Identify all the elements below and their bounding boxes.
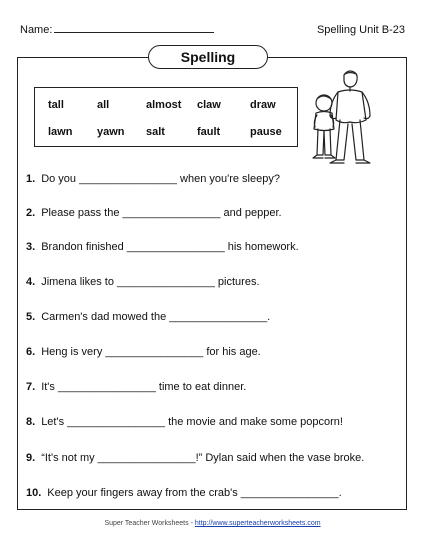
question-text: Brandon finished ________________ his homework. [41,241,299,253]
question-number: 7. [26,381,36,393]
name-blank-line [54,21,214,33]
footer-site-name: Super Teacher Worksheets [104,520,189,527]
question-5 [26,311,270,323]
question-text: It's ________________ time to eat dinner. [41,381,247,393]
unit-label: Spelling Unit B-23 [316,24,405,36]
question-number: 2. [26,207,36,219]
word-bank-item: lawn [48,126,73,138]
footer-link[interactable]: http://www.superteacherworksheets.com [194,520,321,527]
question-text: “It's not my ________________!” Dylan said when the vase broke. [41,452,365,464]
question-text: Please pass the ________________ and pepper. [41,207,282,219]
question-3 [26,241,299,253]
question-number: 9. [26,452,36,464]
word-bank [34,87,298,147]
question-text: Do you ________________ when you're sleepy? [41,173,280,185]
question-number: 1. [26,173,36,185]
question-1 [26,173,280,185]
name-label: Name: [20,24,53,36]
word-bank-item: salt [146,126,165,138]
question-text: Jimena likes to ________________ pictures. [41,276,260,288]
word-bank-item: draw [250,99,276,111]
word-bank-item: yawn [97,126,125,138]
question-text: Carmen's dad mowed the ________________. [41,311,271,323]
question-text: Let's ________________ the movie and make some popcorn! [41,416,343,428]
worksheet-title [148,45,268,69]
father-son-illustration [300,68,395,168]
question-10 [26,487,342,499]
question-4 [26,276,260,288]
question-number: 10. [26,487,42,499]
title-text: Spelling [180,49,236,65]
question-text: Keep your fingers away from the crab's ________________. [47,487,342,499]
question-number: 5. [26,311,36,323]
question-number: 4. [26,276,36,288]
question-number: 8. [26,416,36,428]
page-footer [0,520,425,527]
word-bank-item: fault [197,126,221,138]
question-9 [26,452,364,464]
question-8 [26,416,343,428]
word-bank-item: almost [146,99,182,111]
question-7 [26,381,246,393]
worksheet-header [20,21,405,37]
word-bank-item: tall [48,99,64,111]
word-bank-item: pause [250,126,282,138]
question-number: 6. [26,346,36,358]
question-text: Heng is very ________________ for his age. [41,346,261,358]
question-2 [26,207,282,219]
question-6 [26,346,261,358]
question-number: 3. [26,241,36,253]
footer-separator: - [190,520,193,527]
name-field [20,21,214,36]
word-bank-item: claw [197,99,221,111]
word-bank-item: all [97,99,110,111]
